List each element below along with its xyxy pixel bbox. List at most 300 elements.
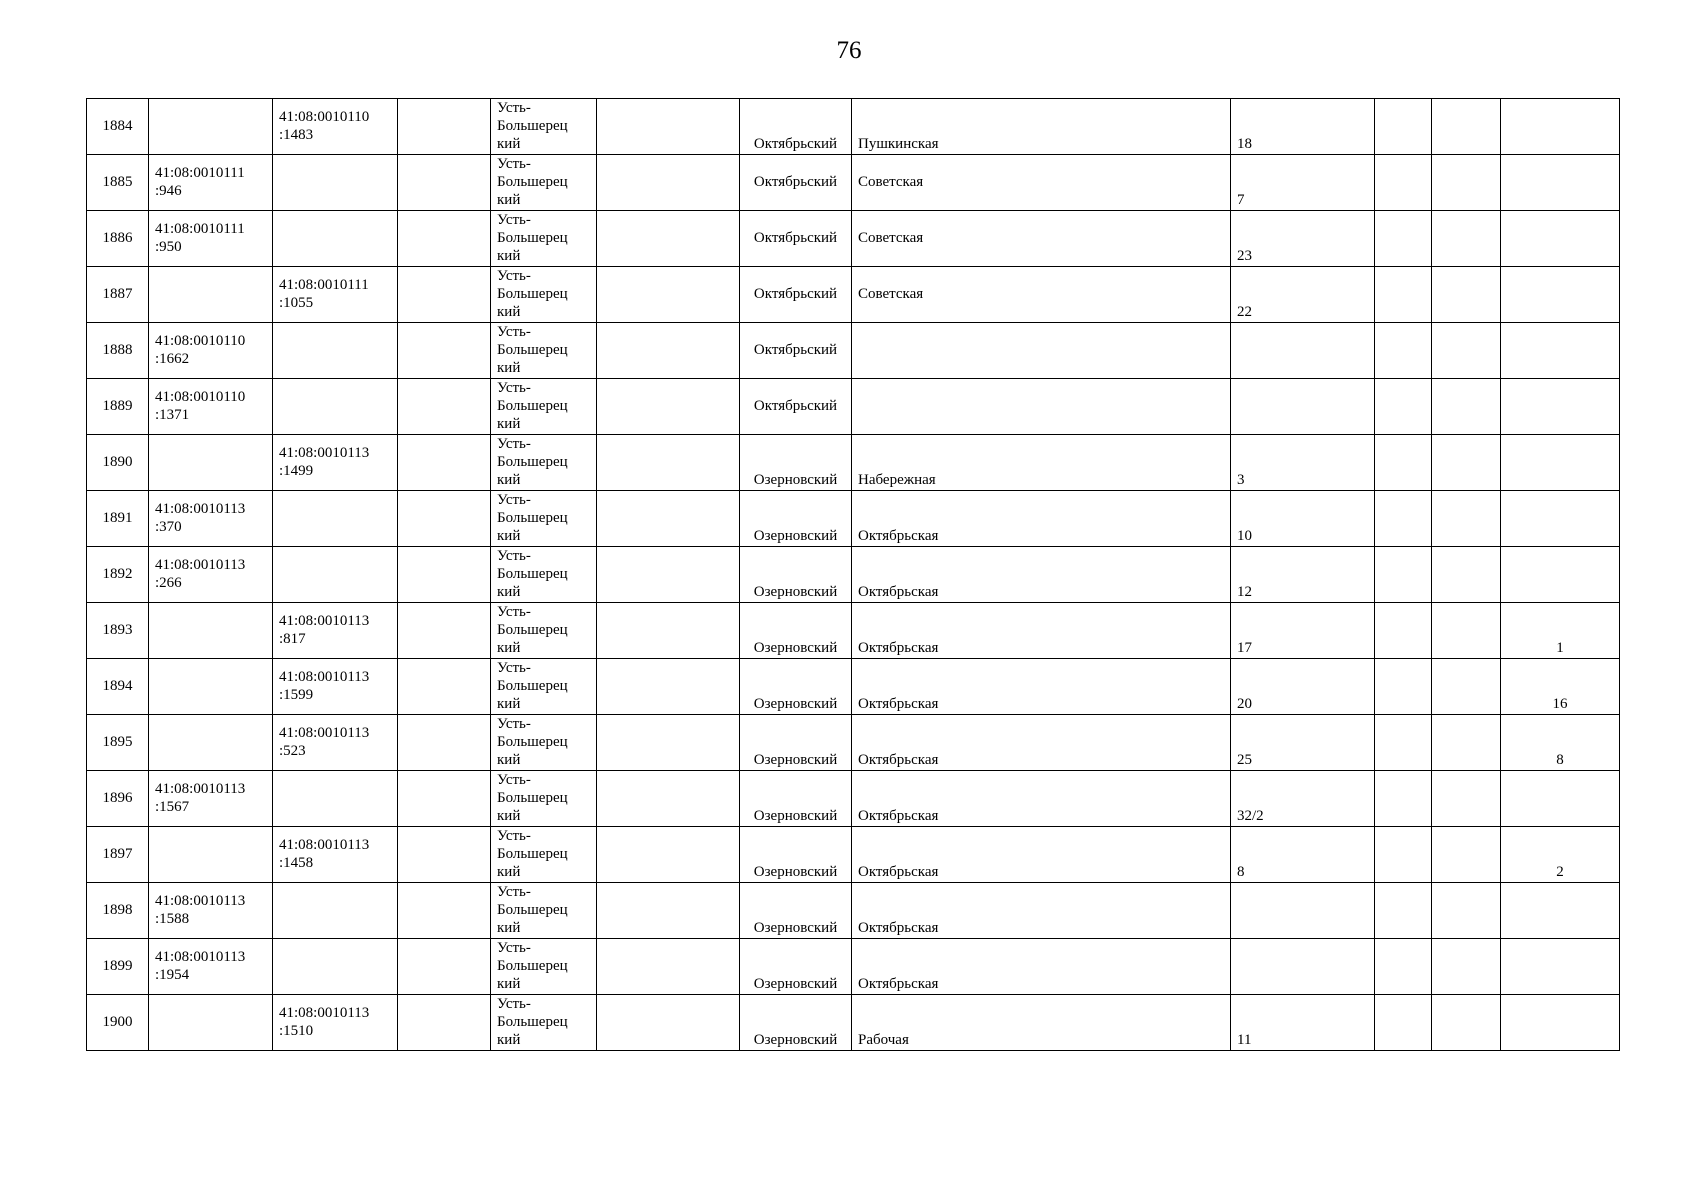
district-line: Большерец (497, 230, 568, 246)
district-line: Большерец (497, 566, 568, 582)
row-number-cell: 1888 (87, 323, 149, 379)
cadastral-number-cell (149, 603, 273, 659)
empty-cell (1375, 211, 1432, 267)
district-cell (491, 827, 597, 883)
empty-cell (1375, 155, 1432, 211)
cadastral-number-line: :950 (155, 239, 182, 255)
table-row (87, 827, 1620, 883)
district-cell (491, 99, 597, 155)
district-cell (491, 323, 597, 379)
cadastral-number-line: :523 (279, 743, 306, 759)
street-cell: Набережная (852, 435, 1231, 491)
district-line: кий (497, 360, 521, 376)
cadastral-number-line: 41:08:0010113 (279, 837, 370, 853)
cadastral-number-line: 41:08:0010111 (155, 165, 245, 181)
district-cell (491, 659, 597, 715)
empty-cell (597, 547, 740, 603)
district-line: Усть- (497, 156, 531, 172)
empty-cell (597, 491, 740, 547)
cadastral-number-line: :1599 (279, 687, 314, 703)
district-line: Усть- (497, 660, 531, 676)
empty-cell (1432, 883, 1501, 939)
cadastral-number-line: :1499 (279, 463, 314, 479)
cadastral-number-cell (149, 211, 273, 267)
house-number-cell: 17 (1231, 603, 1375, 659)
district-cell (491, 715, 597, 771)
district-line: кий (497, 584, 521, 600)
district-line: Большерец (497, 118, 568, 134)
flat-number-cell (1501, 99, 1620, 155)
empty-cell (1375, 883, 1432, 939)
object-cadastral-number-cell (273, 267, 398, 323)
house-number-cell: 20 (1231, 659, 1375, 715)
district-line: Большерец (497, 342, 568, 358)
table-row (87, 99, 1620, 155)
empty-cell (398, 939, 491, 995)
cadastral-number-line: 41:08:0010110 (155, 333, 246, 349)
district-line: Усть- (497, 548, 531, 564)
empty-cell (597, 883, 740, 939)
street-cell: Октябрьская (852, 827, 1231, 883)
locality-cell: Озерновский (740, 491, 852, 547)
row-number-cell: 1885 (87, 155, 149, 211)
table-row (87, 883, 1620, 939)
street-cell: Октябрьская (852, 603, 1231, 659)
house-number-cell: 3 (1231, 435, 1375, 491)
district-line: Усть- (497, 828, 531, 844)
street-cell: Октябрьская (852, 659, 1231, 715)
object-cadastral-number-cell (273, 939, 398, 995)
flat-number-cell (1501, 267, 1620, 323)
district-cell (491, 771, 597, 827)
page-number: 76 (836, 37, 862, 64)
flat-number-cell (1501, 435, 1620, 491)
district-line: Большерец (497, 902, 568, 918)
empty-cell (398, 99, 491, 155)
empty-cell (398, 211, 491, 267)
object-cadastral-number-cell (273, 547, 398, 603)
table-row (87, 491, 1620, 547)
locality-cell: Октябрьский (740, 155, 852, 211)
flat-number-cell (1501, 939, 1620, 995)
district-line: кий (497, 920, 521, 936)
table-row (87, 939, 1620, 995)
empty-cell (398, 491, 491, 547)
empty-cell (1375, 99, 1432, 155)
object-cadastral-number-cell (273, 883, 398, 939)
district-cell (491, 603, 597, 659)
row-number-cell: 1890 (87, 435, 149, 491)
district-line: Усть- (497, 492, 531, 508)
empty-cell (398, 267, 491, 323)
empty-cell (398, 995, 491, 1051)
district-cell (491, 491, 597, 547)
empty-cell (398, 883, 491, 939)
district-line: кий (497, 1032, 521, 1048)
district-line: кий (497, 976, 521, 992)
street-cell: Советская (852, 211, 1231, 267)
locality-cell: Озерновский (740, 715, 852, 771)
empty-cell (1375, 435, 1432, 491)
cadastral-number-cell (149, 435, 273, 491)
flat-number-cell (1501, 323, 1620, 379)
object-cadastral-number-cell (273, 379, 398, 435)
cadastral-number-line: :1483 (279, 127, 314, 143)
empty-cell (597, 435, 740, 491)
cadastral-number-cell (149, 323, 273, 379)
object-cadastral-number-cell (273, 659, 398, 715)
empty-cell (1375, 323, 1432, 379)
empty-cell (1432, 211, 1501, 267)
flat-number-cell (1501, 995, 1620, 1051)
row-number-cell: 1897 (87, 827, 149, 883)
empty-cell (1375, 547, 1432, 603)
cadastral-number-line: 41:08:0010111 (279, 277, 369, 293)
cadastral-number-cell (149, 267, 273, 323)
cadastral-number-line: :1510 (279, 1023, 314, 1039)
flat-number-cell (1501, 771, 1620, 827)
empty-cell (1432, 99, 1501, 155)
empty-cell (398, 379, 491, 435)
object-cadastral-number-cell (273, 771, 398, 827)
district-cell (491, 155, 597, 211)
district-line: кий (497, 752, 521, 768)
flat-number-cell (1501, 155, 1620, 211)
district-line: кий (497, 528, 521, 544)
street-cell: Октябрьская (852, 939, 1231, 995)
district-cell (491, 211, 597, 267)
cadastral-number-line: 41:08:0010113 (155, 781, 246, 797)
row-number-cell: 1884 (87, 99, 149, 155)
flat-number-cell: 8 (1501, 715, 1620, 771)
district-line: Большерец (497, 398, 568, 414)
row-number-cell: 1893 (87, 603, 149, 659)
empty-cell (1432, 155, 1501, 211)
empty-cell (1375, 267, 1432, 323)
empty-cell (1375, 491, 1432, 547)
street-cell: Октябрьская (852, 547, 1231, 603)
table-row (87, 603, 1620, 659)
cadastral-number-line: 41:08:0010113 (279, 613, 370, 629)
object-cadastral-number-cell (273, 995, 398, 1051)
registry-body (87, 99, 1620, 1051)
cadastral-number-line: :946 (155, 183, 182, 199)
cadastral-number-cell (149, 995, 273, 1051)
district-cell (491, 939, 597, 995)
flat-number-cell (1501, 883, 1620, 939)
district-cell (491, 379, 597, 435)
house-number-cell (1231, 939, 1375, 995)
district-line: Усть- (497, 772, 531, 788)
cadastral-number-line: 41:08:0010113 (279, 445, 370, 461)
street-cell: Октябрьская (852, 771, 1231, 827)
flat-number-cell: 2 (1501, 827, 1620, 883)
district-line: Усть- (497, 212, 531, 228)
house-number-cell: 7 (1231, 155, 1375, 211)
district-line: Большерец (497, 734, 568, 750)
cadastral-number-cell (149, 547, 273, 603)
locality-cell: Октябрьский (740, 267, 852, 323)
empty-cell (398, 659, 491, 715)
district-cell (491, 547, 597, 603)
cadastral-number-line: :1954 (155, 967, 190, 983)
district-line: Усть- (497, 996, 531, 1012)
district-line: кий (497, 192, 521, 208)
object-cadastral-number-cell (273, 491, 398, 547)
empty-cell (398, 155, 491, 211)
row-number-cell: 1889 (87, 379, 149, 435)
empty-cell (597, 155, 740, 211)
flat-number-cell (1501, 211, 1620, 267)
district-line: Усть- (497, 436, 531, 452)
empty-cell (1375, 603, 1432, 659)
street-cell (852, 323, 1231, 379)
district-line: Большерец (497, 454, 568, 470)
district-cell (491, 995, 597, 1051)
empty-cell (597, 939, 740, 995)
district-line: Большерец (497, 622, 568, 638)
empty-cell (1432, 939, 1501, 995)
cadastral-number-line: 41:08:0010110 (155, 389, 246, 405)
empty-cell (1432, 771, 1501, 827)
district-line: кий (497, 416, 521, 432)
locality-cell: Октябрьский (740, 379, 852, 435)
district-line: Усть- (497, 100, 531, 116)
row-number-cell: 1891 (87, 491, 149, 547)
empty-cell (1432, 659, 1501, 715)
locality-cell: Озерновский (740, 939, 852, 995)
district-line: Усть- (497, 884, 531, 900)
house-number-cell: 25 (1231, 715, 1375, 771)
empty-cell (1375, 771, 1432, 827)
house-number-cell (1231, 323, 1375, 379)
district-line: Усть- (497, 604, 531, 620)
locality-cell: Озерновский (740, 883, 852, 939)
street-cell: Пушкинская (852, 99, 1231, 155)
cadastral-number-line: :266 (155, 575, 182, 591)
row-number-cell: 1892 (87, 547, 149, 603)
flat-number-cell: 1 (1501, 603, 1620, 659)
locality-cell: Озерновский (740, 827, 852, 883)
locality-cell: Озерновский (740, 771, 852, 827)
empty-cell (1375, 939, 1432, 995)
empty-cell (597, 267, 740, 323)
object-cadastral-number-cell (273, 715, 398, 771)
locality-cell: Озерновский (740, 547, 852, 603)
district-line: кий (497, 808, 521, 824)
empty-cell (597, 99, 740, 155)
row-number-cell: 1887 (87, 267, 149, 323)
empty-cell (1432, 715, 1501, 771)
cadastral-number-line: 41:08:0010113 (155, 893, 246, 909)
cadastral-number-cell (149, 491, 273, 547)
empty-cell (597, 603, 740, 659)
cadastral-number-cell (149, 155, 273, 211)
street-cell: Октябрьская (852, 491, 1231, 547)
district-line: кий (497, 136, 521, 152)
flat-number-cell (1501, 491, 1620, 547)
cadastral-number-cell (149, 659, 273, 715)
object-cadastral-number-cell (273, 211, 398, 267)
empty-cell (597, 827, 740, 883)
empty-cell (597, 995, 740, 1051)
locality-cell: Озерновский (740, 995, 852, 1051)
district-line: Усть- (497, 268, 531, 284)
district-line: Большерец (497, 958, 568, 974)
cadastral-number-line: :1567 (155, 799, 190, 815)
locality-cell: Октябрьский (740, 211, 852, 267)
table-row (87, 155, 1620, 211)
table-row (87, 659, 1620, 715)
house-number-cell: 10 (1231, 491, 1375, 547)
district-line: Большерец (497, 678, 568, 694)
object-cadastral-number-cell (273, 99, 398, 155)
table-row (87, 771, 1620, 827)
empty-cell (597, 379, 740, 435)
empty-cell (1375, 995, 1432, 1051)
district-line: Усть- (497, 380, 531, 396)
cadastral-number-line: 41:08:0010113 (279, 669, 370, 685)
district-line: Большерец (497, 174, 568, 190)
object-cadastral-number-cell (273, 603, 398, 659)
cadastral-number-line: :1371 (155, 407, 190, 423)
street-cell: Советская (852, 155, 1231, 211)
district-line: кий (497, 696, 521, 712)
empty-cell (1432, 323, 1501, 379)
cadastral-number-line: 41:08:0010110 (279, 109, 370, 125)
row-number-cell: 1895 (87, 715, 149, 771)
row-number-cell: 1900 (87, 995, 149, 1051)
object-cadastral-number-cell (273, 323, 398, 379)
cadastral-number-cell (149, 379, 273, 435)
empty-cell (1432, 603, 1501, 659)
empty-cell (597, 211, 740, 267)
empty-cell (398, 435, 491, 491)
object-cadastral-number-cell (273, 827, 398, 883)
district-line: Большерец (497, 286, 568, 302)
empty-cell (398, 827, 491, 883)
street-cell: Октябрьская (852, 715, 1231, 771)
district-line: Усть- (497, 324, 531, 340)
district-line: Большерец (497, 1014, 568, 1030)
district-line: кий (497, 640, 521, 656)
cadastral-number-line: :1588 (155, 911, 190, 927)
district-cell (491, 435, 597, 491)
district-line: кий (497, 248, 521, 264)
empty-cell (597, 659, 740, 715)
cadastral-number-cell (149, 827, 273, 883)
flat-number-cell: 16 (1501, 659, 1620, 715)
locality-cell: Озерновский (740, 659, 852, 715)
table-row (87, 435, 1620, 491)
empty-cell (398, 547, 491, 603)
empty-cell (1432, 547, 1501, 603)
empty-cell (1432, 435, 1501, 491)
house-number-cell: 8 (1231, 827, 1375, 883)
empty-cell (1432, 491, 1501, 547)
cadastral-number-line: :370 (155, 519, 182, 535)
empty-cell (398, 771, 491, 827)
table-row (87, 267, 1620, 323)
house-number-cell: 18 (1231, 99, 1375, 155)
object-cadastral-number-cell (273, 435, 398, 491)
row-number-cell: 1894 (87, 659, 149, 715)
house-number-cell: 23 (1231, 211, 1375, 267)
empty-cell (1432, 267, 1501, 323)
district-cell (491, 267, 597, 323)
empty-cell (1375, 659, 1432, 715)
empty-cell (398, 323, 491, 379)
table-row (87, 211, 1620, 267)
cadastral-number-line: :1055 (279, 295, 314, 311)
district-line: Большерец (497, 790, 568, 806)
table-row (87, 379, 1620, 435)
cadastral-number-line: 41:08:0010113 (155, 557, 246, 573)
flat-number-cell (1501, 547, 1620, 603)
empty-cell (597, 323, 740, 379)
empty-cell (597, 715, 740, 771)
district-line: кий (497, 864, 521, 880)
cadastral-number-line: 41:08:0010113 (155, 949, 246, 965)
district-line: Усть- (497, 716, 531, 732)
empty-cell (1375, 827, 1432, 883)
empty-cell (1375, 379, 1432, 435)
cadastral-number-line: :817 (279, 631, 306, 647)
empty-cell (1432, 379, 1501, 435)
cadastral-number-line: 41:08:0010113 (279, 1005, 370, 1021)
house-number-cell (1231, 379, 1375, 435)
empty-cell (1432, 827, 1501, 883)
district-line: Усть- (497, 940, 531, 956)
cadastral-number-cell (149, 771, 273, 827)
street-cell: Советская (852, 267, 1231, 323)
empty-cell (398, 715, 491, 771)
district-line: Большерец (497, 510, 568, 526)
house-number-cell: 12 (1231, 547, 1375, 603)
empty-cell (1375, 715, 1432, 771)
street-cell (852, 379, 1231, 435)
house-number-cell: 22 (1231, 267, 1375, 323)
locality-cell: Озерновский (740, 435, 852, 491)
table-row (87, 323, 1620, 379)
locality-cell: Озерновский (740, 603, 852, 659)
row-number-cell: 1899 (87, 939, 149, 995)
locality-cell: Октябрьский (740, 323, 852, 379)
cadastral-number-line: :1458 (279, 855, 314, 871)
locality-cell: Октябрьский (740, 99, 852, 155)
registry-table (86, 98, 1620, 1051)
district-line: Большерец (497, 846, 568, 862)
cadastral-number-cell (149, 715, 273, 771)
cadastral-number-line: 41:08:0010111 (155, 221, 245, 237)
house-number-cell: 32/2 (1231, 771, 1375, 827)
empty-cell (398, 603, 491, 659)
district-line: кий (497, 304, 521, 320)
street-cell: Рабочая (852, 995, 1231, 1051)
cadastral-number-line: 41:08:0010113 (155, 501, 246, 517)
row-number-cell: 1886 (87, 211, 149, 267)
empty-cell (1432, 995, 1501, 1051)
cadastral-number-cell (149, 939, 273, 995)
row-number-cell: 1896 (87, 771, 149, 827)
empty-cell (597, 771, 740, 827)
table-row (87, 715, 1620, 771)
cadastral-number-cell (149, 99, 273, 155)
cadastral-number-line: 41:08:0010113 (279, 725, 370, 741)
table-row (87, 547, 1620, 603)
street-cell: Октябрьская (852, 883, 1231, 939)
row-number-cell: 1898 (87, 883, 149, 939)
